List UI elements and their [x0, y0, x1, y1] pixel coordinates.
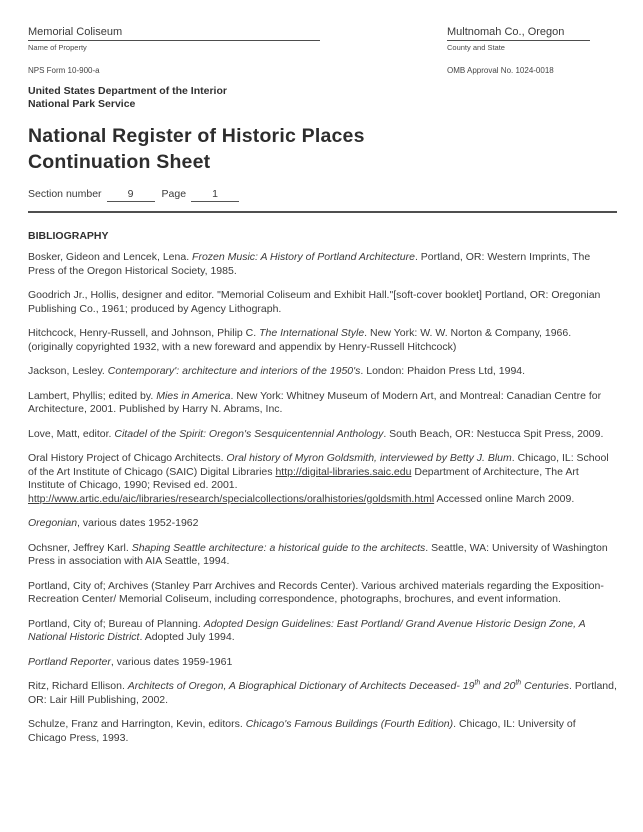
property-name-field	[28, 26, 447, 52]
section-number-row	[28, 188, 617, 202]
department-block	[28, 85, 617, 110]
page-label: Page	[161, 188, 187, 200]
county-state-label: County and State	[447, 43, 505, 52]
bibliography-entry: Ritz, Richard Ellison. Architects of Oregon, A Biographical Dictionary of Architects Deceased- 19th and 20th Centuries. Portland, OR: Lair Hill Publishing, 2002.	[28, 679, 617, 706]
bibliography-entry: Goodrich Jr., Hollis, designer and editor. "Memorial Coliseum and Exhibit Hall."[soft-cover booklet] Portland, OR: Oregonian Publishing Co., 1961; produced by Agency Lithograph.	[28, 289, 601, 315]
property-name-label: Name of Property	[28, 43, 87, 52]
bibliography-entries	[28, 251, 617, 745]
bibliography-entry: Love, Matt, editor. Citadel of the Spirit: Oregon's Sesquicentennial Anthology. South Beach, OR: Nestucca Spit Press, 2009.	[28, 427, 604, 440]
county-state: Multnomah Co., Oregon	[447, 26, 590, 41]
county-state-field	[447, 26, 617, 52]
section-number-label: Section number	[28, 188, 102, 200]
bibliography-entry: Ochsner, Jeffrey Karl. Shaping Seattle architecture: a historical guide to the architects. Seattle, WA: University of Washington Press in association with AIA Seattle, 1994.	[28, 541, 608, 567]
section-number-value: 9	[107, 188, 155, 202]
url-text: http://www.artic.edu/aic/libraries/research/specialcollections/oralhistories/goldsmith.html	[28, 492, 435, 505]
title-line-1: National Register of Historic Places	[28, 125, 365, 147]
url-text: http://digital-libraries.saic.edu	[275, 465, 412, 478]
nps-form-number: NPS Form 10-900-a	[28, 66, 100, 75]
department-name: United States Department of the Interior	[28, 85, 227, 97]
bibliography-entry: Portland, City of; Archives (Stanley Parr Archives and Records Center). Various archived materials regarding the Exposition-Recreation Center/ Memorial Coliseum, including correspondence, photographs, brochures, and event information.	[28, 579, 604, 605]
document-title	[28, 123, 617, 175]
header-divider	[28, 211, 617, 213]
page-number-value: 1	[191, 188, 239, 202]
bibliography-entry: Oral History Project of Chicago Architects. Oral history of Myron Goldsmith, interviewed by Betty J. Blum. Chicago, IL: School of the Art Institute of Chicago (SAIC) Digital Libraries http://digital-libraries.saic.edu Department of Architecture, The Art Institute of Chicago, 1990; Revised ed. 2001. http://www.artic.edu/aic/libraries/research/specialcollections/oralhistories/goldsmith.html Accessed online March 2009.	[28, 452, 609, 505]
bibliography-entry: Hitchcock, Henry-Russell, and Johnson, Philip C. The International Style. New York: W. W. Norton & Company, 1966. (originally copyrighted 1932, with a new foreward and appendix by Henry-Russell Hitchcock)	[28, 327, 572, 353]
bibliography-entry: Portland, City of; Bureau of Planning. Adopted Design Guidelines: East Portland/ Grand Avenue Historic Design Zone, A National Historic District. Adopted July 1994.	[28, 617, 586, 643]
bibliography-entry: Lambert, Phyllis; edited by. Mies in America. New York: Whitney Museum of Modern Art, and Montreal: Canadian Centre for Architecture, 2001. Published by Harry N. Abrams, Inc.	[28, 389, 602, 415]
property-header	[28, 26, 617, 52]
agency-name: National Park Service	[28, 97, 136, 110]
bibliography-entry: Jackson, Lesley. Contemporary': architecture and interiors of the 1950's. London: Phaidon Press Ltd, 1994.	[28, 365, 526, 377]
bibliography-entry: Schulze, Franz and Harrington, Kevin, editors. Chicago's Famous Buildings (Fourth Edition). Chicago, IL: University of Chicago Press, 1993.	[28, 718, 576, 744]
bibliography-heading: BIBLIOGRAPHY	[28, 230, 109, 242]
bibliography-entry: Oregonian, various dates 1952-1962	[28, 517, 199, 529]
title-line-2: Continuation Sheet	[28, 151, 211, 173]
omb-approval-number: OMB Approval No. 1024-0018	[447, 66, 554, 75]
bibliography-entry: Bosker, Gideon and Lencek, Lena. Frozen Music: A History of Portland Architecture. Portland, OR: Western Imprints, The Press of the Oregon Historical Society, 1985.	[28, 251, 591, 277]
form-number-row	[28, 66, 617, 75]
property-name: Memorial Coliseum	[28, 26, 320, 41]
bibliography-entry: Portland Reporter, various dates 1959-1961	[28, 655, 233, 668]
